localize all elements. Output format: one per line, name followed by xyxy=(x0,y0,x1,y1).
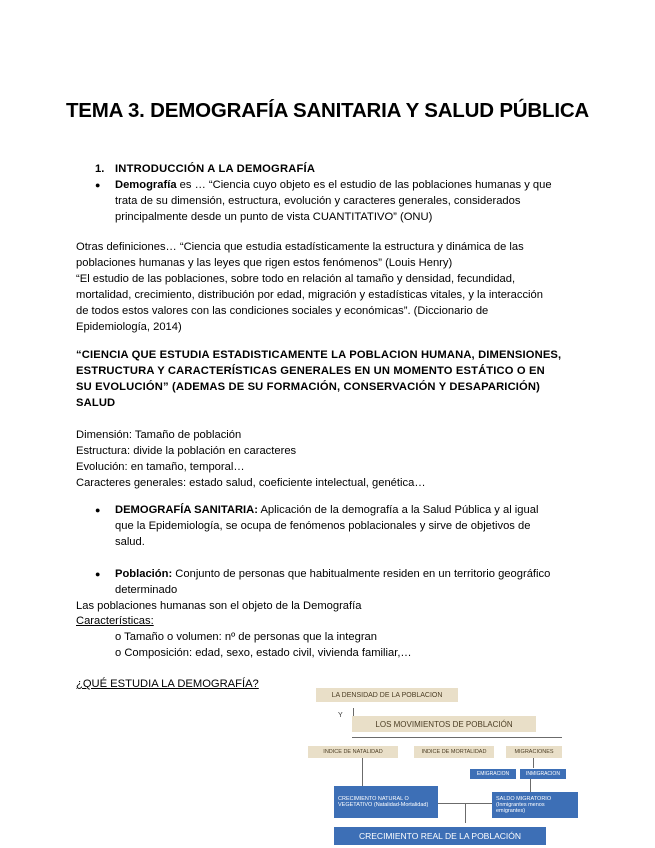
caracteristicas-label: Características: xyxy=(76,615,154,627)
poblacion-term: Población: xyxy=(115,568,173,580)
text-line: Otras definiciones… “Ciencia que estudia estadísticamente la estructura y dinámica de las xyxy=(76,241,524,253)
sanitaria-term: DEMOGRAFÍA SANITARIA: xyxy=(115,504,258,516)
bullet-icon: ● xyxy=(95,569,101,579)
connector-line xyxy=(530,779,531,793)
bullet-icon: ● xyxy=(95,180,101,190)
text-line: determinado xyxy=(115,584,178,596)
demography-diagram xyxy=(300,684,585,848)
text-line: ESTRUCTURA Y CARACTERÍSTICAS GENERALES EN UN MOMENTO ESTÁTICO O EN xyxy=(76,365,545,377)
connector-line xyxy=(362,758,363,786)
connector-line xyxy=(465,803,466,823)
crecimiento-real-box: CRECIMIENTO REAL DE LA POBLACIÓN xyxy=(334,827,546,845)
text-line: salud. xyxy=(115,536,145,548)
crecimiento-natural-box: CRECIMIENTO NATURAL O VEGETATIVO (Natalidad-Mortalidad) xyxy=(334,786,438,818)
objeto-text: Las poblaciones humanas son el objeto de la Demografía xyxy=(76,600,362,612)
poblacion-definition xyxy=(115,566,577,598)
movimientos-box: LOS MOVIMIENTOS DE POBLACIÓN xyxy=(352,716,536,732)
natalidad-box: INDICE DE NATALIDAD xyxy=(308,746,398,758)
text-line: Evolución: en tamaño, temporal… xyxy=(76,461,245,473)
text-line: que la Epidemiología, se ocupa de fenómenos poblacionales y sirve de objetivos de xyxy=(115,520,531,532)
emphasis-definition xyxy=(76,347,577,411)
dimensions-list xyxy=(76,427,577,491)
text-line: principalmente desde un punto de vista CUANTITATIVO” (ONU) xyxy=(115,211,433,223)
caracteristicas-list xyxy=(115,629,412,661)
text-line: mortalidad, crecimiento, distribución por edad, migración y estadísticas vitales, y la interacción xyxy=(76,289,543,301)
text-line: Dimensión: Tamaño de población xyxy=(76,429,242,441)
densidad-box: LA DENSIDAD DE LA POBLACION xyxy=(316,688,458,702)
text-line: es … “Ciencia cuyo objeto es el estudio de las poblaciones humanas y que xyxy=(176,179,552,191)
mortalidad-box: INDICE DE MORTALIDAD xyxy=(414,746,494,758)
list-item: o Tamaño o volumen: nº de personas que la integran xyxy=(115,631,377,643)
text-line: trata de su dimensión, estructura, evolución y caracteres generales, considerados xyxy=(115,195,521,207)
page-title: TEMA 3. DEMOGRAFÍA SANITARIA Y SALUD PÚBLICA xyxy=(65,99,590,122)
bullet-icon: ● xyxy=(95,505,101,515)
inmigracion-box: INMIGRACION xyxy=(520,769,566,779)
text-line: Conjunto de personas que habitualmente residen en un territorio geográfico xyxy=(172,568,551,580)
section-number: 1. xyxy=(95,163,105,175)
que-estudia-heading: ¿QUÉ ESTUDIA LA DEMOGRAFÍA? xyxy=(76,678,259,690)
text-line: poblaciones humanas y las leyes que rigen estos fenómenos” (Louis Henry) xyxy=(76,257,453,269)
emigracion-box: EMIGRACION xyxy=(470,769,516,779)
section-heading: INTRODUCCIÓN A LA DEMOGRAFÍA xyxy=(115,163,316,175)
text-line: Estructura: divide la población en caracteres xyxy=(76,445,297,457)
text-line: “CIENCIA QUE ESTUDIA ESTADISTICAMENTE LA POBLACION HUMANA, DIMENSIONES, xyxy=(76,349,562,361)
text-line: de todos estos valores con las condiciones sociales y económicas”. (Diccionario de xyxy=(76,305,489,317)
connector-line xyxy=(533,758,534,768)
text-line: Caracteres generales: estado salud, coeficiente intelectual, genética… xyxy=(76,477,426,489)
saldo-box: SALDO MIGRATORIO (Inmigrantes menos emigrantes) xyxy=(492,792,578,818)
connector-line xyxy=(352,737,562,738)
text-line: Epidemiología, 2014) xyxy=(76,321,182,333)
demografia-term: Demografía xyxy=(115,179,177,191)
text-line: Aplicación de la demografía a la Salud Pública y al igual xyxy=(257,504,539,516)
demografia-definition xyxy=(115,177,577,225)
text-line: SU EVOLUCIÓN” (ADEMAS DE SU FORMACIÓN, CONSERVACIÓN Y DESAPARICIÓN) xyxy=(76,381,541,393)
other-definitions xyxy=(76,239,577,335)
migraciones-box: MIGRACIONES xyxy=(506,746,562,758)
list-item: o Composición: edad, sexo, estado civil, vivienda familiar,… xyxy=(115,647,412,659)
text-line: SALUD xyxy=(76,397,116,409)
demografia-sanitaria xyxy=(115,502,577,550)
y-label: Y xyxy=(338,712,343,719)
text-line: “El estudio de las poblaciones, sobre todo en relación al tamaño y densidad, fecundidad, xyxy=(76,273,516,285)
